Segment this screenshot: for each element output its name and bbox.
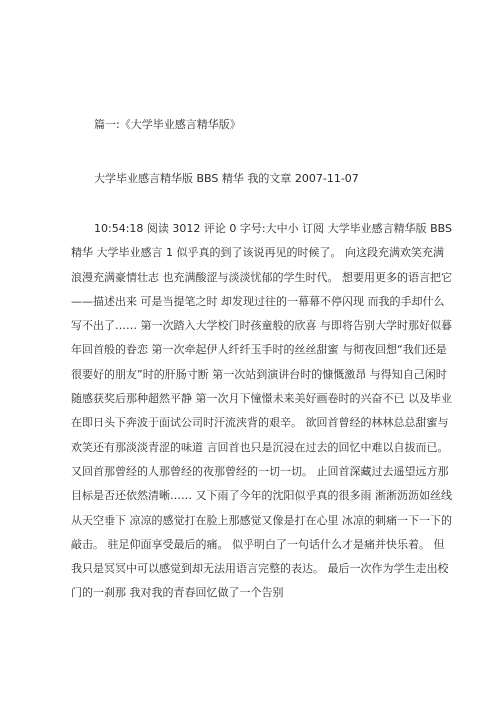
document-title: 篇一:《大学毕业感言精华版》: [94, 118, 241, 131]
body-line: 10:54:18 阅读 3012 评论 0 字号:大中小 订阅 大学毕业感言精华版 BBS: [94, 222, 452, 235]
body-line: 年回首般的眷恋 第一次牵起伊人纤纤玉手时的丝丝甜蜜 与彻夜回想“我们还是: [71, 343, 447, 357]
body-line: 门的一刹那 我对我的青春回忆做了一个告别: [71, 586, 284, 600]
body-line: 敲击。 驻足仰面享受最后的痛。 似乎明白了一句话什么才是痛并快乐着。 但: [71, 537, 445, 551]
body-line: 又回首那曾经的人那曾经的夜那曾经的一切一切。 止回首深藏过去遥望远方那: [71, 464, 449, 478]
body-line: 写不出了…… 第一次踏入大学校门时孩童般的欣喜 与即将告别大学时那好似暮: [71, 319, 452, 333]
body-line: 很要好的朋友”时的肝肠寸断 第一次站到演讲台时的慷慨激昂 与得知自己闲时: [71, 367, 447, 381]
body-line: 从天空垂下 凉凉的感觉打在脸上那感觉又像是打在心里 冰凉的刺痛一下一下的: [71, 513, 452, 527]
body-line: 随感获奖后那种超然平静 第一次月下憧憬未来美好画卷时的兴奋不已 以及毕业: [71, 392, 452, 406]
body-line: 浪漫充满豪情壮志 也充满酸涩与淡淡忧郁的学生时代。 想要用更多的语言把它: [71, 270, 452, 284]
body-line: 我只是冥冥中可以感觉到却无法用语言完整的表达。 最后一次作为学生走出校: [71, 562, 449, 576]
body-line: 欢笑还有那淡淡青涩的味道 言回首也只是沉浸在过去的回忆中难以自拔而已。: [71, 440, 449, 454]
body-line: ——描述出来 可是当提笔之时 却发现过往的一幕幕不停闪现 而我的手却什么: [71, 294, 445, 308]
document-meta-line: 大学毕业感言精华版 BBS 精华 我的文章 2007-11-07: [94, 172, 359, 185]
document-body: [71, 217, 452, 606]
body-line: 在即日头下奔波于面试公司时汗流浃背的艰辛。 欲回首曾经的林林总总甜蜜与: [71, 416, 449, 430]
body-line: 精华 大学毕业感言 1 似乎真的到了该说再见的时候了。 向这段充满欢笑充满: [71, 246, 444, 260]
body-line: 目标是否还依然清晰…… 又下雨了今年的沈阳似乎真的很多雨 淅淅沥沥如丝线: [71, 489, 452, 503]
